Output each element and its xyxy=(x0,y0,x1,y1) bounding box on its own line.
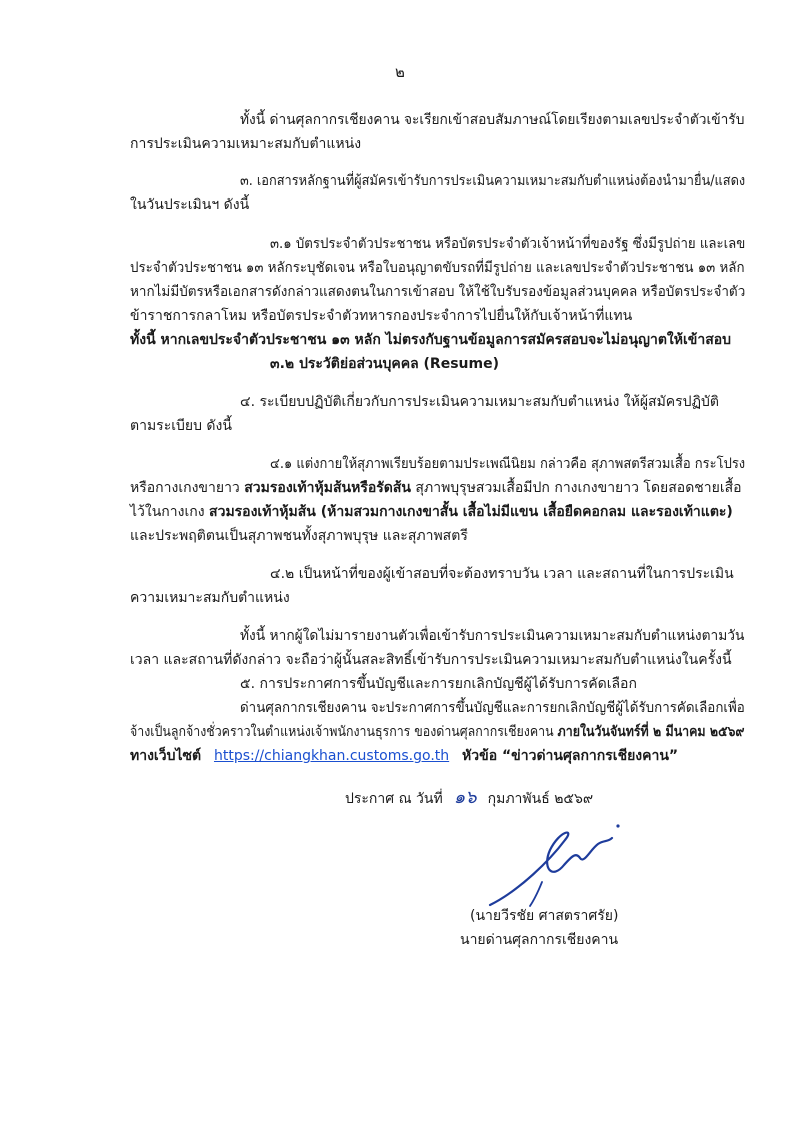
text-run: สุภาพบุรุษสวมเสื้อมีปก กางเกงขายาว โดยสอดชายเสื้อ xyxy=(410,480,742,496)
announce-suffix: กุมภาพันธ์ ๒๕๖๙ xyxy=(487,791,594,807)
paragraph-line xyxy=(130,502,733,522)
warning-line: ทั้งนี้ หากเลขประจำตัวประชาชน ๑๓ หลัก ไม่ตรงกับฐานข้อมูลการสมัครสอบจะไม่อนุญาตให้เข้าสอบ xyxy=(130,332,732,348)
text-run: จ้างเป็นลูกจ้างชั่วคราวในตำแหน่งเจ้าพนักงานธุรการ ของด่านศุลกากรเชียงคาน xyxy=(130,724,558,740)
bold-text-run: สวมรองเท้าหุ้มส้น (ห้ามสวมกางเกงขาสั้น เสื้อไม่มีแขน เสื้อยืดคอกลม และรองเท้าแตะ) xyxy=(209,504,733,520)
signature-image xyxy=(480,820,630,910)
paragraph-line: ในวันประเมินฯ ดังนี้ xyxy=(130,197,250,213)
bold-text-run: สวมรองเท้าหุ้มส้นหรือรัดส้น xyxy=(244,480,411,496)
signer-title: นายด่านศุลกากรเชียงคาน xyxy=(460,932,619,948)
bold-text-run: ภายในวันจันทร์ที่ ๒ มีนาคม ๒๕๖๙ xyxy=(557,724,745,740)
paragraph-line: ข้าราชการกลาโหม หรือบัตรประจำตัวทหารกองประจำการไปยื่นให้กับเจ้าหน้าที่แทน xyxy=(130,308,633,324)
paragraph-line: ประจำตัวประชาชน ๑๓ หลักระบุชัดเจน หรือใบอนุญาตขับรถที่มีรูปถ่าย และเลขประจำตัวประชาชน ๑๓ หลัก xyxy=(130,260,745,276)
handwritten-day: ๑๖ xyxy=(453,787,477,808)
paragraph-line: ตามระเบียบ ดังนี้ xyxy=(130,418,232,434)
paragraph-line: ความเหมาะสมกับตำแหน่ง xyxy=(130,590,290,606)
signer-name: (นายวีรชัย ศาสตราศรัย) xyxy=(470,908,619,924)
item-3-2-line: ๓.๒ ประวัติย่อส่วนบุคคล (Resume) xyxy=(270,356,499,372)
announce-date-line xyxy=(345,788,593,809)
page-number: ๒ xyxy=(395,63,405,81)
paragraph-line: ด่านศุลกากรเชียงคาน จะประกาศการขึ้นบัญชีและการยกเลิกบัญชีผู้ได้รับการคัดเลือกเพื่อ xyxy=(240,700,745,716)
item-3-1-line: ๓.๑ บัตรประจำตัวประชาชน หรือบัตรประจำตัวเจ้าหน้าที่ของรัฐ ซึ่งมีรูปถ่าย และเลข xyxy=(270,236,746,252)
item-4-2-line: ๔.๒ เป็นหน้าที่ของผู้เข้าสอบที่จะต้องทราบวัน เวลา และสถานที่ในการประเมิน xyxy=(270,566,734,582)
paragraph-line: และประพฤติตนเป็นสุภาพชนทั้งสุภาพบุรุษ และสุภาพสตรี xyxy=(130,528,468,544)
website-link[interactable]: https://chiangkhan.customs.go.th xyxy=(213,748,450,764)
section-3-heading: ๓. เอกสารหลักฐานที่ผู้สมัครเข้ารับการประเมินความเหมาะสมกับตำแหน่งต้องนำมายื่น/แสดง xyxy=(240,173,746,189)
announce-prefix: ประกาศ ณ วันที่ xyxy=(345,791,443,807)
paragraph-line: หากไม่มีบัตรหรือเอกสารดังกล่าวแสดงตนในการเข้าสอบ ให้ใช้ใบรับรองข้อมูลส่วนบุคคล หรือบัตรประจำตัว xyxy=(130,284,746,300)
text-run: ทางเว็บไซต์ xyxy=(130,748,202,764)
paragraph-line: การประเมินความเหมาะสมกับตำแหน่ง xyxy=(130,136,362,152)
paragraph-line xyxy=(130,478,742,498)
text-run: ไว้ในกางเกง xyxy=(130,504,210,520)
text-run: หัวข้อ “ข่าวด่านศุลกากรเชียงคาน” xyxy=(462,748,679,764)
paragraph-line: เวลา และสถานที่ดังกล่าว จะถือว่าผู้นั้นสละสิทธิ์เข้ารับการประเมินความเหมาะสมกับตำแหน่งในครั้งนี้ xyxy=(130,652,732,668)
item-4-1-line: ๔.๑ แต่งกายให้สุภาพเรียบร้อยตามประเพณีนิยม กล่าวคือ สุภาพสตรีสวมเสื้อ กระโปรง xyxy=(270,456,746,472)
paragraph-line xyxy=(130,746,678,766)
paragraph-line xyxy=(130,722,744,742)
paragraph-line: ทั้งนี้ หากผู้ใดไม่มารายงานตัวเพื่อเข้ารับการประเมินความเหมาะสมกับตำแหน่งตามวัน xyxy=(240,628,745,644)
section-5-heading: ๕. การประกาศการขึ้นบัญชีและการยกเลิกบัญชีผู้ได้รับการคัดเลือก xyxy=(240,676,637,692)
text-run: หรือกางเกงขายาว xyxy=(130,480,245,496)
paragraph-line: ทั้งนี้ ด่านศุลกากรเชียงคาน จะเรียกเข้าสอบสัมภาษณ์โดยเรียงตามเลขประจำตัวเข้ารับ xyxy=(240,112,745,128)
section-4-heading: ๔. ระเบียบปฏิบัติเกี่ยวกับการประเมินความเหมาะสมกับตำแหน่ง ให้ผู้สมัครปฏิบัติ xyxy=(240,394,719,410)
